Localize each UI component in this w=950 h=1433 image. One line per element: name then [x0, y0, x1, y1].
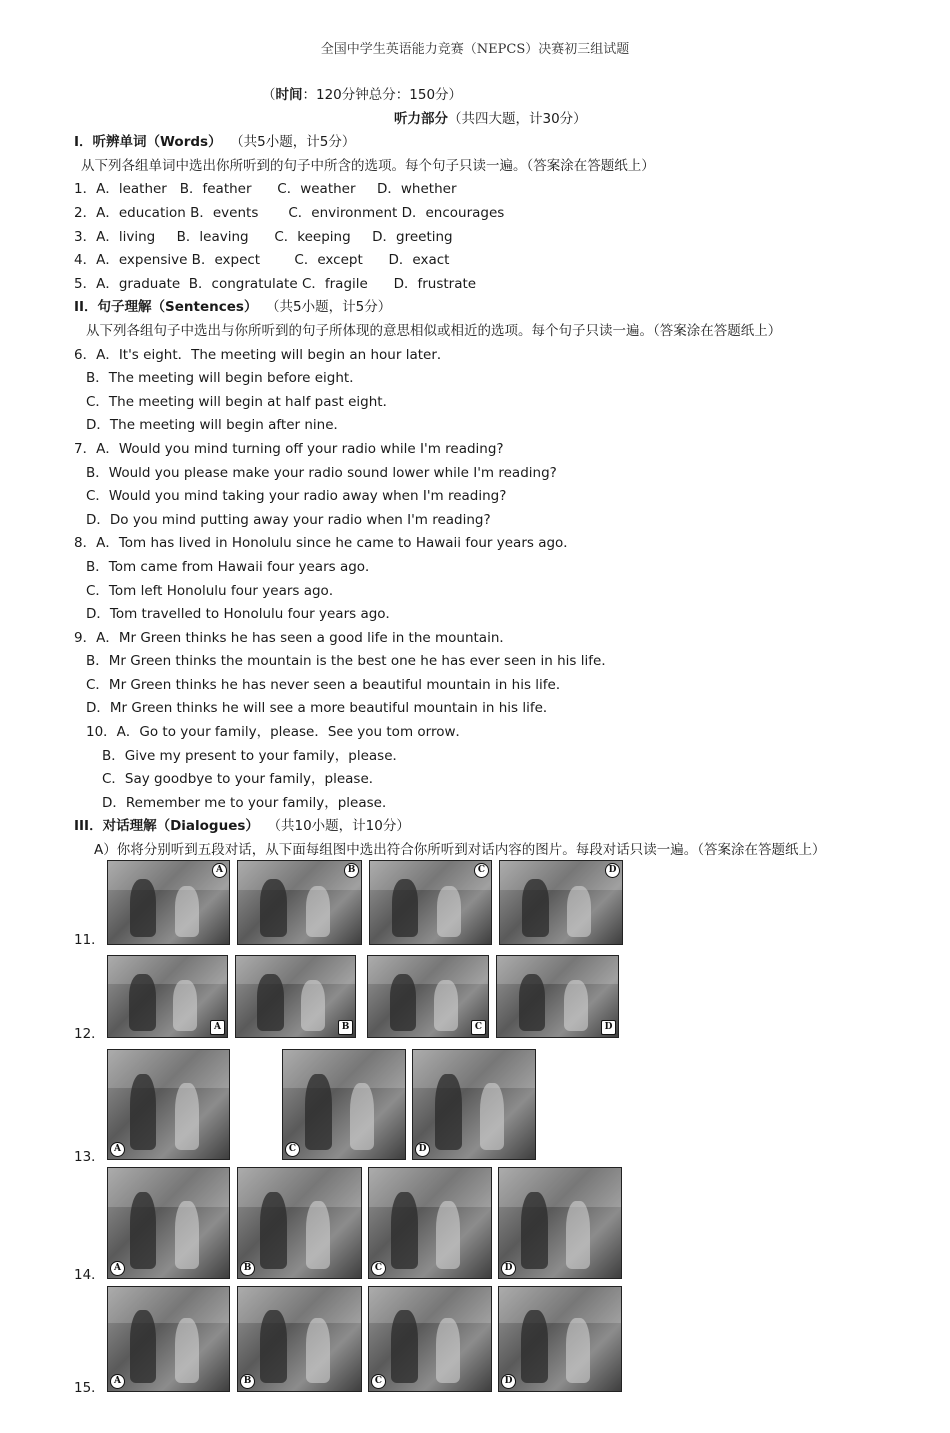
q7-option-d: D．Do you mind putting away your radio when I'm reading?: [86, 512, 491, 528]
part3-title: III．对话理解（Dialogues） （共10小题，计10分）: [74, 818, 410, 834]
q8-option-a: 8．A．Tom has lived in Honolulu since he came to Hawaii four years ago．: [74, 535, 577, 551]
label-b: B: [240, 1374, 255, 1389]
part2-title: II．句子理解（Sentences） （共5小题，计5分）: [74, 299, 392, 315]
label-c: C: [471, 1020, 486, 1035]
q9-option-d: D．Mr Green thinks he will see a more beautiful mountain in his life．: [86, 700, 557, 716]
label-c: C: [371, 1374, 386, 1389]
q15-number: 15．: [74, 1380, 105, 1396]
label-b: B: [240, 1261, 255, 1276]
label-d: D: [501, 1374, 516, 1389]
q10-option-b: B．Give my present to your family，please．: [102, 748, 406, 764]
q7-option-b: B．Would you please make your radio sound lower while I'm reading?: [86, 465, 557, 481]
q13-picture-a[interactable]: [107, 1049, 230, 1160]
q13-picture-c[interactable]: [282, 1049, 406, 1160]
label-a: A: [210, 1020, 225, 1035]
question-2: 2．A．education B．events C．environment D．encourages: [74, 205, 505, 221]
q6-option-c: C．The meeting will begin at half past eight．: [86, 394, 397, 410]
page-header: 全国中学生英语能力竞赛（NEPCS）决赛初三组试题: [320, 42, 630, 57]
q10-option-a: 10．A．Go to your family，please．See you tom orrow．: [86, 724, 470, 740]
q15-picture-d[interactable]: [498, 1286, 622, 1392]
label-d: D: [415, 1142, 430, 1157]
question-3: 3．A．living B．leaving C．keeping D．greeting: [74, 229, 453, 245]
q6-option-a: 6．A．It's eight．The meeting will begin an hour later．: [74, 347, 451, 363]
q11-number: 11．: [74, 932, 105, 948]
exam-time: （时间：120分钟总分：150分）: [262, 87, 463, 103]
q15-picture-c[interactable]: [368, 1286, 492, 1392]
question-1: 1．A．leather B．feather C．weather D．whether: [74, 181, 457, 197]
q11-picture-d[interactable]: [499, 860, 623, 945]
q11-picture-b[interactable]: [237, 860, 362, 945]
q15-picture-a[interactable]: [107, 1286, 230, 1392]
label-a: A: [110, 1374, 125, 1389]
label-b: B: [338, 1020, 353, 1035]
q8-option-b: B．Tom came from Hawaii four years ago．: [86, 559, 379, 575]
q8-option-d: D．Tom travelled to Honolulu four years ago．: [86, 606, 400, 622]
q13-picture-d[interactable]: [412, 1049, 536, 1160]
part3-instruction: A）你将分别听到五段对话，从下面每组图中选出符合你所听到对话内容的图片。每段对话只读一遍。（答案涂在答题纸上）: [94, 842, 826, 858]
q8-option-c: C．Tom left Honolulu four years ago．: [86, 583, 343, 599]
q14-picture-a[interactable]: [107, 1167, 230, 1279]
q6-option-b: B．The meeting will begin before eight．: [86, 370, 363, 386]
q7-option-c: C．Would you mind taking your radio away when I'm reading?: [86, 488, 507, 504]
question-4: 4．A．expensive B．expect C．except D．exact: [74, 252, 450, 268]
q12-number: 12．: [74, 1026, 105, 1042]
q12-picture-b[interactable]: [235, 955, 356, 1038]
label-d: D: [501, 1261, 516, 1276]
q6-option-d: D．The meeting will begin after nine．: [86, 417, 348, 433]
part2-instruction: 从下列各组句子中选出与你所听到的句子所体现的意思相似或相近的选项。每个句子只读一遍。（答案涂在答题纸上）: [86, 323, 782, 339]
q11-picture-a[interactable]: [107, 860, 230, 945]
q14-picture-c[interactable]: [368, 1167, 492, 1279]
q9-option-c: C．Mr Green thinks he has never seen a beautiful mountain in his life．: [86, 677, 570, 693]
q12-picture-a[interactable]: [107, 955, 228, 1038]
label-d: D: [605, 863, 620, 878]
q14-picture-d[interactable]: [498, 1167, 622, 1279]
q9-option-b: B．Mr Green thinks the mountain is the best one he has ever seen in his life．: [86, 653, 615, 669]
question-5: 5．A．graduate B．congratulate C．fragile D．frustrate: [74, 276, 477, 292]
q10-option-d: D．Remember me to your family，please．: [102, 795, 396, 811]
q14-number: 14．: [74, 1267, 105, 1283]
label-c: C: [285, 1142, 300, 1157]
q13-number: 13．: [74, 1149, 105, 1165]
q15-picture-b[interactable]: [237, 1286, 362, 1392]
q7-option-a: 7．A．Would you mind turning off your radio while I'm reading?: [74, 441, 504, 457]
q11-picture-c[interactable]: [369, 860, 492, 945]
part1-instruction: 从下列各组单词中选出你所听到的句子中所含的选项。每个句子只读一遍。（答案涂在答题纸上）: [81, 158, 655, 174]
label-c: C: [371, 1261, 386, 1276]
label-a: A: [110, 1261, 125, 1276]
label-b: B: [344, 863, 359, 878]
label-c: C: [474, 863, 489, 878]
part1-title: I．听辨单词（Words） （共5小题，计5分）: [74, 134, 356, 150]
label-a: A: [212, 863, 227, 878]
label-a: A: [110, 1142, 125, 1157]
q14-picture-b[interactable]: [237, 1167, 362, 1279]
listening-heading: 听力部分（共四大题，计30分）: [394, 111, 587, 127]
q12-picture-c[interactable]: [367, 955, 489, 1038]
q9-option-a: 9．A．Mr Green thinks he has seen a good life in the mountain．: [74, 630, 513, 646]
q12-picture-d[interactable]: [496, 955, 619, 1038]
label-d: D: [601, 1020, 616, 1035]
q10-option-c: C．Say goodbye to your family，please．: [102, 771, 383, 787]
